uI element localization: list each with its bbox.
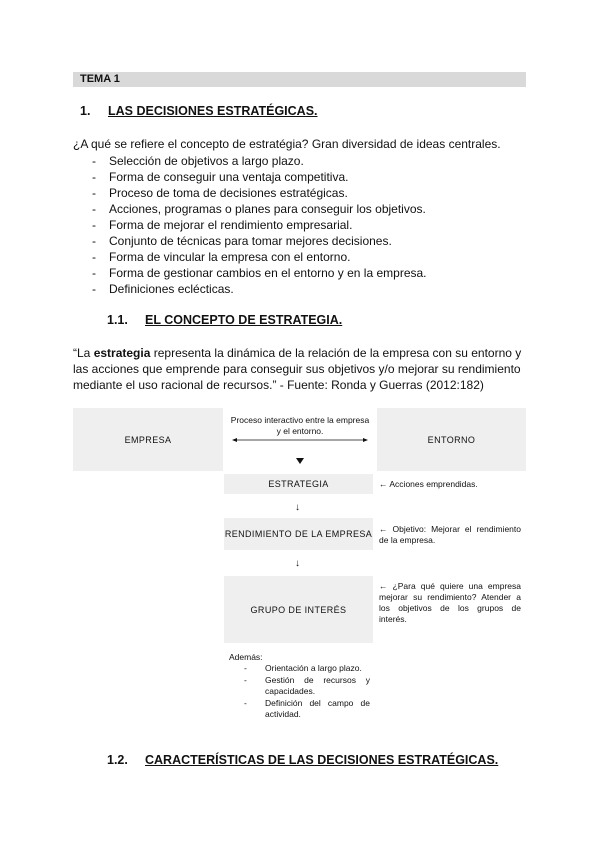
rendimiento-box [224, 518, 373, 550]
list-item: - Forma de mejorar el rendimiento empresarial. [92, 217, 427, 233]
ademas-list [244, 663, 370, 721]
list-item: - Forma de vincular la empresa con el entorno. [92, 249, 427, 265]
strategy-definition-quote [73, 345, 531, 393]
section-1-2-title: CARACTERÍSTICAS DE LAS DECISIONES ESTRATÉGICAS. [145, 753, 499, 767]
entorno-label: ENTORNO [427, 434, 476, 445]
empresa-label: EMPRESA [124, 434, 172, 445]
entorno-box [377, 408, 526, 471]
list-item: - Proceso de toma de decisiones estratégicas. [92, 185, 427, 201]
grupo-interes-box [224, 576, 373, 643]
strategy-ideas-list [92, 153, 427, 297]
section-1-number: 1. [80, 104, 91, 118]
intro-paragraph: ¿A qué se refiere el concepto de estratégia? Gran diversidad de ideas centrales. [73, 137, 501, 151]
down-arrow-icon: ↓ [295, 558, 300, 569]
section-1-1-title: EL CONCEPTO DE ESTRATEGIA. [145, 313, 343, 327]
empresa-box [73, 408, 223, 471]
section-1-title: LAS DECISIONES ESTRATÉGICAS. [108, 104, 318, 118]
tema-header-bar [73, 72, 526, 87]
estrategia-label: ESTRATEGIA [268, 479, 329, 489]
list-item: - Acciones, programas o planes para conseguir los objetivos. [92, 201, 427, 217]
tema-label: TEMA 1 [80, 73, 120, 85]
quote-rest: representa la dinámica de la relación de la empresa con su entorno y las acciones que emprende para conseguir sus objetivos y/o mejorar su rendimiento mediante el uso racional de recursos.” - Fuente: Ronda y Guerras (2012:182) [73, 346, 522, 392]
proceso-label: Proceso interactivo entre la empresa y el entorno. [230, 415, 370, 436]
list-item: - Definición del campo de actividad. [244, 698, 370, 720]
rendimiento-note: ← Objetivo: Mejorar el rendimiento de la empresa. [379, 524, 521, 545]
down-arrow-icon: ↓ [295, 502, 300, 513]
grupo-interes-label: GRUPO DE INTERÉS [250, 604, 347, 615]
section-1-1-number: 1.1. [107, 313, 128, 327]
rendimiento-label: RENDIMIENTO DE LA EMPRESA [224, 528, 373, 539]
list-item: - Selección de objetivos a largo plazo. [92, 153, 427, 169]
list-item: - Gestión de recursos y capacidades. [244, 675, 370, 697]
ademas-title: Además: [229, 652, 263, 662]
bidirectional-arrow-icon [232, 436, 368, 444]
list-item: - Conjunto de técnicas para tomar mejores decisiones. [92, 233, 427, 249]
list-item: - Definiciones eclécticas. [92, 281, 427, 297]
estrategia-box [224, 474, 373, 494]
list-item: - Forma de conseguir una ventaja competitiva. [92, 169, 427, 185]
section-1-2-number: 1.2. [107, 753, 128, 767]
estrategia-note: ← Acciones emprendidas. [379, 479, 478, 489]
quote-bold-term: estrategia [93, 346, 151, 360]
grupo-interes-note: ← ¿Para qué quiere una empresa mejorar su rendimiento? Atender a los objetivos de los grupos de interés. [379, 581, 521, 624]
list-item: - Forma de gestionar cambios en el entorno y en la empresa. [92, 265, 427, 281]
down-arrow-icon [296, 458, 304, 464]
list-item: - Orientación a largo plazo. [244, 663, 370, 674]
quote-open: “La [73, 346, 94, 360]
